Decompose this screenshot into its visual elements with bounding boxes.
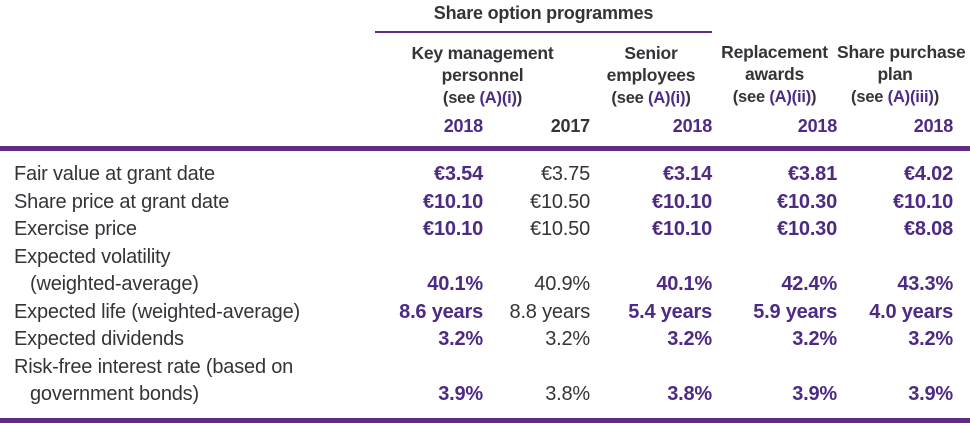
- value-cell: 40.1%: [656, 273, 713, 295]
- see-reference: [375, 86, 590, 110]
- value-cell: €10.10: [423, 190, 483, 213]
- spacer-cell: [0, 110, 375, 149]
- year-column-header: 2018: [590, 110, 712, 149]
- group-header-replacement-awards: [712, 32, 837, 110]
- row-label: [0, 244, 375, 299]
- valuation-inputs-table: [0, 3, 970, 423]
- value-cell: 3.9%: [375, 354, 483, 421]
- row-label-line: Expected volatility: [14, 245, 171, 268]
- value-cell: €10.50: [530, 190, 590, 213]
- row-label: [0, 216, 375, 244]
- value-cell: 4.0 years: [869, 300, 954, 323]
- value-cell: 8.8 years: [509, 300, 590, 323]
- group-header-row: [0, 32, 970, 110]
- table-row-fair-value: [0, 149, 970, 189]
- see-text: (see: [442, 89, 480, 107]
- group-name-line: personnel: [441, 65, 524, 85]
- value-cell: 3.2%: [438, 328, 483, 350]
- see-text: ): [685, 89, 691, 107]
- cross-reference-link: (A)(i): [648, 89, 686, 107]
- value-cell: €4.02: [903, 163, 954, 185]
- table-row-exercise-price: [0, 216, 970, 244]
- row-label-line: Fair value at grant date: [14, 163, 215, 185]
- row-label: [0, 299, 375, 327]
- group-name-line: employees: [606, 65, 696, 85]
- group-header-share-purchase-plan: [837, 32, 970, 110]
- value-cell: 8.6 years: [399, 300, 483, 323]
- value-cell: 5.4 years: [628, 300, 713, 323]
- value-cell: 3.8%: [483, 354, 590, 421]
- spacer-cell: [837, 3, 970, 32]
- see-reference: [590, 86, 712, 110]
- value-cell: €10.10: [652, 218, 713, 240]
- see-text: (see: [851, 88, 888, 106]
- value-cell: 3.9%: [712, 354, 837, 421]
- row-label: [0, 354, 375, 421]
- value-cell: 42.4%: [781, 273, 838, 295]
- value-cell: €10.10: [652, 190, 713, 213]
- table-row-expected-volatility: [0, 244, 970, 299]
- see-text: (see: [732, 88, 770, 106]
- value-cell: 3.9%: [837, 354, 970, 421]
- value-cell: €10.30: [777, 190, 838, 213]
- group-name-line: awards: [744, 64, 805, 84]
- row-label-line: Expected dividends: [14, 328, 184, 350]
- group-name-line: Senior: [624, 43, 678, 63]
- group-name-line: plan: [877, 64, 913, 84]
- value-cell: 5.9 years: [753, 300, 838, 323]
- table-row-expected-dividends: [0, 326, 970, 354]
- spacer-cell: [712, 3, 837, 32]
- value-cell: 43.3%: [897, 273, 954, 295]
- see-text: (see: [611, 89, 649, 107]
- year-column-header: 2018: [712, 110, 837, 149]
- row-label-line: government bonds): [30, 383, 199, 405]
- value-cell: €8.08: [903, 218, 954, 240]
- row-label: [0, 189, 375, 217]
- value-cell: 3.2%: [667, 328, 713, 350]
- value-cell: €10.10: [423, 218, 483, 240]
- value-cell: 3.2%: [792, 328, 838, 350]
- row-label-line: Risk-free interest rate (based on: [14, 355, 294, 378]
- see-text: ): [811, 88, 817, 106]
- cross-reference-link: (A)(iii): [887, 88, 934, 106]
- group-name-line: Replacement: [721, 42, 828, 62]
- programmes-title-row: [0, 3, 970, 32]
- value-cell: 40.1%: [427, 273, 483, 295]
- cross-reference-link: (A)(ii): [769, 88, 812, 106]
- value-cell: 3.8%: [590, 354, 712, 421]
- row-label-line: Share price at grant date: [14, 190, 230, 213]
- value-cell: €3.81: [787, 163, 838, 185]
- value-cell: 3.2%: [545, 328, 590, 350]
- table-row-risk-free-rate: [0, 354, 970, 421]
- row-label: [0, 149, 375, 189]
- value-cell: 3.2%: [908, 328, 954, 350]
- row-label: [0, 326, 375, 354]
- group-header-key-management-personnel: [375, 32, 590, 110]
- year-column-header: 2018: [837, 110, 970, 149]
- year-column-header: 2017: [483, 110, 590, 149]
- programmes-group-title: Share option programmes: [375, 3, 712, 32]
- value-cell: €3.75: [540, 163, 590, 185]
- see-reference: [837, 85, 953, 109]
- row-label-line: Expected life (weighted-average): [14, 300, 300, 323]
- value-cell: €10.10: [893, 190, 954, 213]
- year-header-row: [0, 110, 970, 149]
- value-cell: €10.50: [530, 218, 590, 240]
- spacer-cell: [0, 32, 375, 110]
- spacer-cell: [0, 3, 375, 32]
- see-reference: [712, 85, 837, 109]
- table-row-share-price: [0, 189, 970, 217]
- see-text: ): [933, 88, 940, 106]
- value-cell: 40.9%: [534, 273, 590, 295]
- group-name-line: Share purchase: [837, 42, 966, 62]
- cross-reference-link: (A)(i): [479, 89, 517, 107]
- year-column-header: 2018: [375, 110, 483, 149]
- value-cell: €3.14: [662, 163, 713, 185]
- group-header-senior-employees: [590, 32, 712, 110]
- row-label-line: (weighted-average): [30, 273, 199, 295]
- value-cell: €10.30: [777, 218, 838, 240]
- row-label-line: Exercise price: [14, 218, 137, 240]
- table-row-expected-life: [0, 299, 970, 327]
- value-cell: €3.54: [433, 163, 483, 185]
- see-text: ): [516, 89, 523, 107]
- group-name-line: Key management: [411, 43, 554, 63]
